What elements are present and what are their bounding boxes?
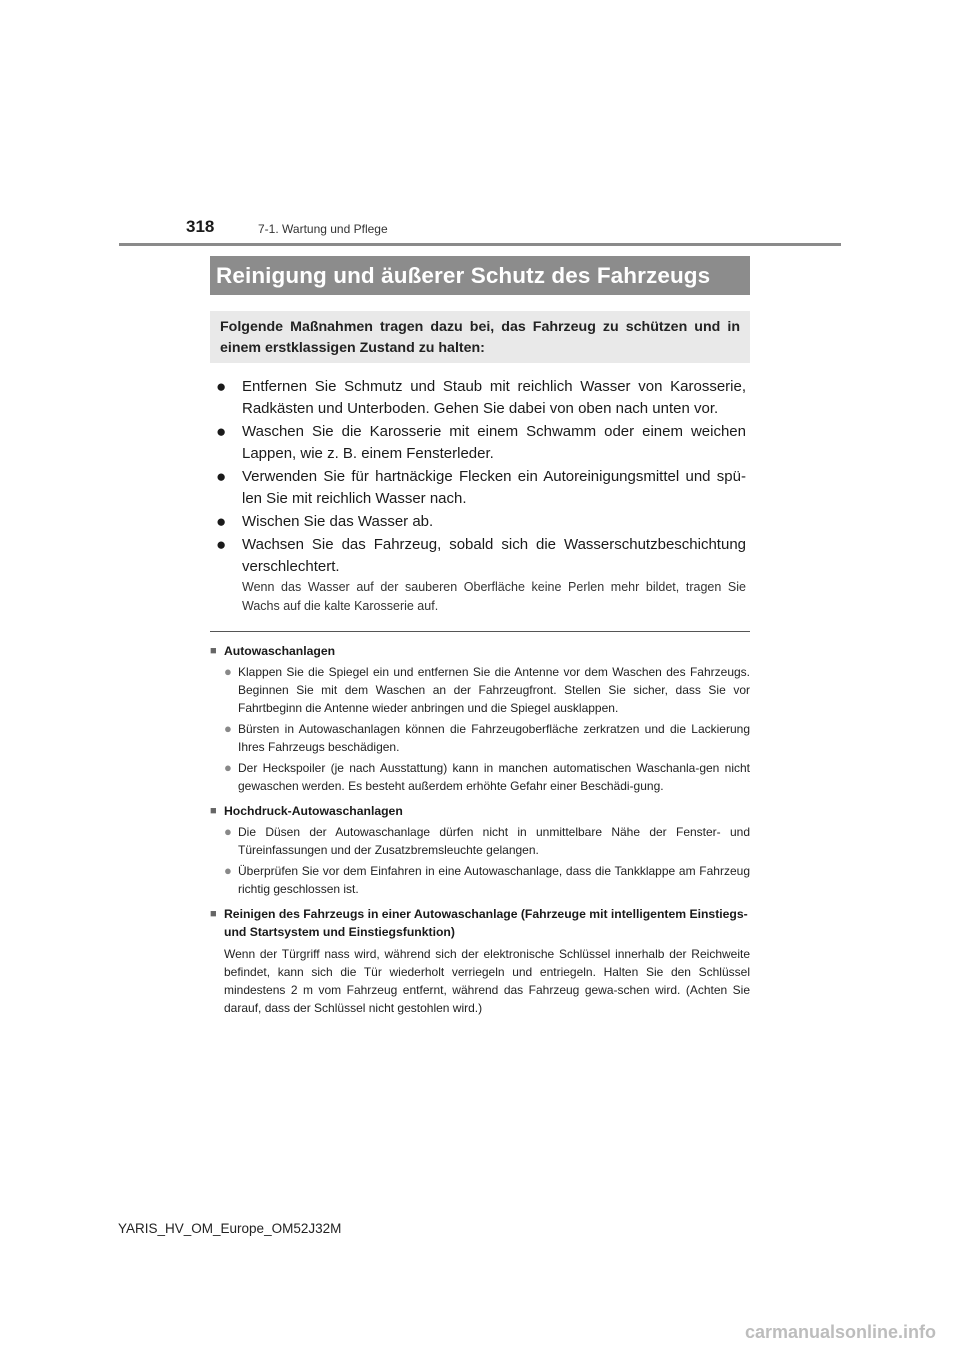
bullet-text: Entfernen Sie Schmutz und Staub mit reichlich Wasser von Karosserie, Radkästen und Unterboden. Gehen Sie dabei von oben nach unten vor. bbox=[242, 378, 746, 417]
square-icon: ■ bbox=[210, 908, 217, 920]
list-item bbox=[216, 511, 746, 533]
note-heading bbox=[210, 905, 750, 941]
bullet-icon: ● bbox=[216, 377, 227, 396]
note-heading-text: Hochdruck-Autowaschanlagen bbox=[224, 804, 403, 818]
list-item bbox=[216, 534, 746, 578]
bullet-text: Wischen Sie das Wasser ab. bbox=[242, 513, 434, 530]
bullet-icon: ● bbox=[216, 512, 227, 531]
square-icon: ■ bbox=[210, 805, 217, 817]
list-item bbox=[216, 421, 746, 465]
bullet-list bbox=[216, 376, 746, 579]
notes-section bbox=[210, 639, 750, 1017]
note-item bbox=[210, 862, 750, 898]
note-item bbox=[210, 759, 750, 795]
header-rule bbox=[119, 243, 841, 246]
note-heading-text: Autowaschanlagen bbox=[224, 644, 336, 658]
bullet-icon: ● bbox=[216, 467, 227, 486]
bullet-text: Wachsen Sie das Fahrzeug, sobald sich die Wasserschutzbeschichtung verschlechtert. bbox=[242, 536, 746, 575]
bullet-icon: ● bbox=[224, 664, 232, 679]
note-item bbox=[210, 663, 750, 717]
intro-box: Folgende Maßnahmen tragen dazu bei, das Fahrzeug zu schützen und in einem erstklassigen Zustand zu halten: bbox=[210, 311, 750, 363]
bullet-icon: ● bbox=[224, 824, 232, 839]
bullet-icon: ● bbox=[216, 535, 227, 554]
note-heading-text: Reinigen des Fahrzeugs in einer Autowaschanlage (Fahrzeuge mit intelligentem Einstiegs- und Startsystem und Einstiegsfunktion) bbox=[224, 907, 748, 939]
note-item-text: Der Heckspoiler (je nach Ausstattung) kann in manchen automatischen Waschanla-gen nicht gewaschen werden. Es besteht außerdem erhöhte Gefahr einer Beschädi-gung. bbox=[238, 761, 750, 793]
bullet-icon: ● bbox=[224, 721, 232, 736]
page-number: 318 bbox=[186, 217, 215, 236]
list-item bbox=[216, 466, 746, 510]
watermark: carmanualsonline.info bbox=[744, 1322, 936, 1342]
note-item-text: Klappen Sie die Spiegel ein und entfernen Sie die Antenne vor dem Waschen des Fahrzeugs. Beginnen Sie mit dem Waschen an der Fahrzeugfront. Stellen Sie sicher, dass Sie vor Fahrtbeginn die Antenne wieder anbringen und die Spiegel ausklappen. bbox=[238, 665, 750, 715]
bullet-text: Verwenden Sie für hartnäckige Flecken ein Autoreinigungsmittel und spü-len Sie mit reichlich Wasser nach. bbox=[242, 468, 746, 507]
note-item-text: Überprüfen Sie vor dem Einfahren in eine Autowaschanlage, dass die Tankklappe am Fahrzeug richtig geschlossen ist. bbox=[238, 864, 750, 896]
section-label: 7-1. Wartung und Pflege bbox=[258, 222, 388, 236]
note-item-text: Bürsten in Autowaschanlagen können die Fahrzeugoberfläche zerkratzen und die Lackierung Ihres Fahrzeugs beschädigen. bbox=[238, 722, 750, 754]
note-item bbox=[210, 720, 750, 756]
bullet-icon: ● bbox=[216, 422, 227, 441]
note-item bbox=[210, 823, 750, 859]
note-heading bbox=[210, 802, 750, 820]
note-body: Wenn der Türgriff nass wird, während sich der elektronische Schlüssel innerhalb der Reichweite befindet, kann sich die Tür wiederholt verriegeln und entriegeln. Halten Sie den Schlüssel mindestens 2 m vom Fahrzeug entfernt, während das Fahrzeug gewa-schen wird. (Achten Sie darauf, dass der Schlüssel nicht gestohlen wird.) bbox=[224, 947, 750, 1015]
divider bbox=[210, 631, 750, 632]
note-item-text: Die Düsen der Autowaschanlage dürfen nicht in unmittelbare Nähe der Fenster- und Türeinfassungen und der Zusatzbremsleuchte gelangen. bbox=[238, 825, 750, 857]
page-title: Reinigung und äußerer Schutz des Fahrzeugs bbox=[210, 256, 750, 295]
bullet-icon: ● bbox=[224, 760, 232, 775]
bullet-text: Waschen Sie die Karosserie mit einem Schwamm oder einem weichen Lappen, wie z. B. einem Fensterleder. bbox=[242, 423, 746, 462]
footer-code: YARIS_HV_OM_Europe_OM52J32M bbox=[118, 1221, 342, 1236]
bullet-note: Wenn das Wasser auf der sauberen Oberfläche keine Perlen mehr bildet, tragen Sie Wachs auf die kalte Karosserie auf. bbox=[242, 580, 746, 613]
bullet-icon: ● bbox=[224, 863, 232, 878]
note-heading bbox=[210, 642, 750, 660]
list-item bbox=[216, 376, 746, 420]
square-icon: ■ bbox=[210, 645, 217, 657]
